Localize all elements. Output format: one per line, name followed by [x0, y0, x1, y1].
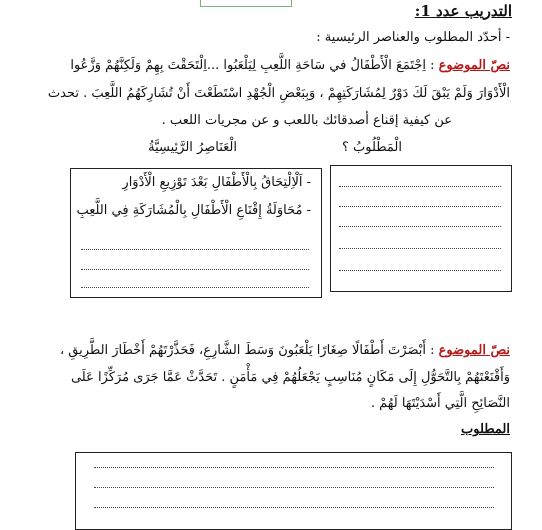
required-header: الْمَطْلُوبُ ؟ [341, 140, 402, 155]
answer-line[interactable] [94, 487, 494, 488]
element-item-2: - مُحَاوَلَةُ إِقْنَاعِ الْأَطْفَالِ بِالْمُشَارَكَةِ فِي اللَّعِبِ [76, 203, 311, 218]
elements-box [70, 168, 322, 298]
answer-line[interactable] [339, 226, 501, 227]
answer-line[interactable] [94, 507, 494, 508]
exercise-title: التدريب عدد 1: [414, 2, 512, 20]
topic-line-2: الْأَدْوَارَ وَلَمْ يَبْقَ لَكَ دَوْرٌ لِمُشَارَكَتِهِمْ ، وَبِبَعْضِ الْجُهْدِ اسْتَطَعْتَ أَنْ تُشَارِكَهُمُ اللَّعِبَ . تحدث [47, 86, 510, 101]
answer-line[interactable] [81, 249, 309, 250]
topic-text-1: : اِجْتَمَعَ الْأَطْفَالُ في سَاحَةِ اللَّعِبِ لِيَلْعَبُوا ...اِلْتَحَقْتَ بِهِمْ وَلَكِنَّهُمْ وَزَّعُوا [70, 58, 435, 73]
topic2-line-1 [60, 343, 510, 358]
topic2-line-2: وَأَقْنَعْتَهُمْ بِالتَّحَوُّلِ إِلَى مَكَانٍ مُنَاسِبٍ يَجْعَلُهُمْ فِي مَأْمَنٍ . تَحَدَّثْ عَمَّا جَرَى مُرَكِّزًا عَلَى [70, 370, 510, 385]
topic-label: نصّ الموضوع [438, 58, 510, 73]
topic2-line-3: النَّصَائِحِ الَّتِي أَسْدَيْتَهَا لَهُمْ . [370, 396, 510, 411]
answer-line[interactable] [81, 287, 309, 288]
topic2-label: نصّ الموضوع [438, 343, 510, 358]
answer-line[interactable] [94, 467, 494, 468]
required-box [330, 165, 512, 292]
elements-header: الْعَنَاصِرُ الرَّئِيسِيَّةُ [148, 140, 237, 155]
instruction-text: - أحدّد المطلوب والعناصر الرئيسية : [316, 30, 510, 45]
answer-line[interactable] [339, 248, 501, 249]
answer-box [75, 452, 512, 530]
header-frame [200, 0, 292, 7]
topic2-text-1: : أَبْصَرْتَ أَطْفَالًا صِغَارًا يَلْعَبُونَ وَسَطَ الشَّارِعِ، فَحَذَّرْتَهُمْ أَخْطَارَ الطَّرِيقِ ، [59, 343, 435, 358]
topic-line-3: عن كيفية إقناع أصدقائك باللعب و عن مجريات اللعب . [161, 113, 452, 128]
required-label: المطلوب [460, 422, 510, 437]
element-item-1: - اَلْاِلْتِحَاقُ بِالْأَطْفَالِ بَعْدَ تَوْزِيعِ الْأَدْوَارِ [122, 175, 311, 190]
topic-line-1 [70, 58, 510, 73]
answer-line[interactable] [81, 269, 309, 270]
answer-line[interactable] [339, 270, 501, 271]
answer-line[interactable] [339, 206, 501, 207]
answer-line[interactable] [339, 186, 501, 187]
